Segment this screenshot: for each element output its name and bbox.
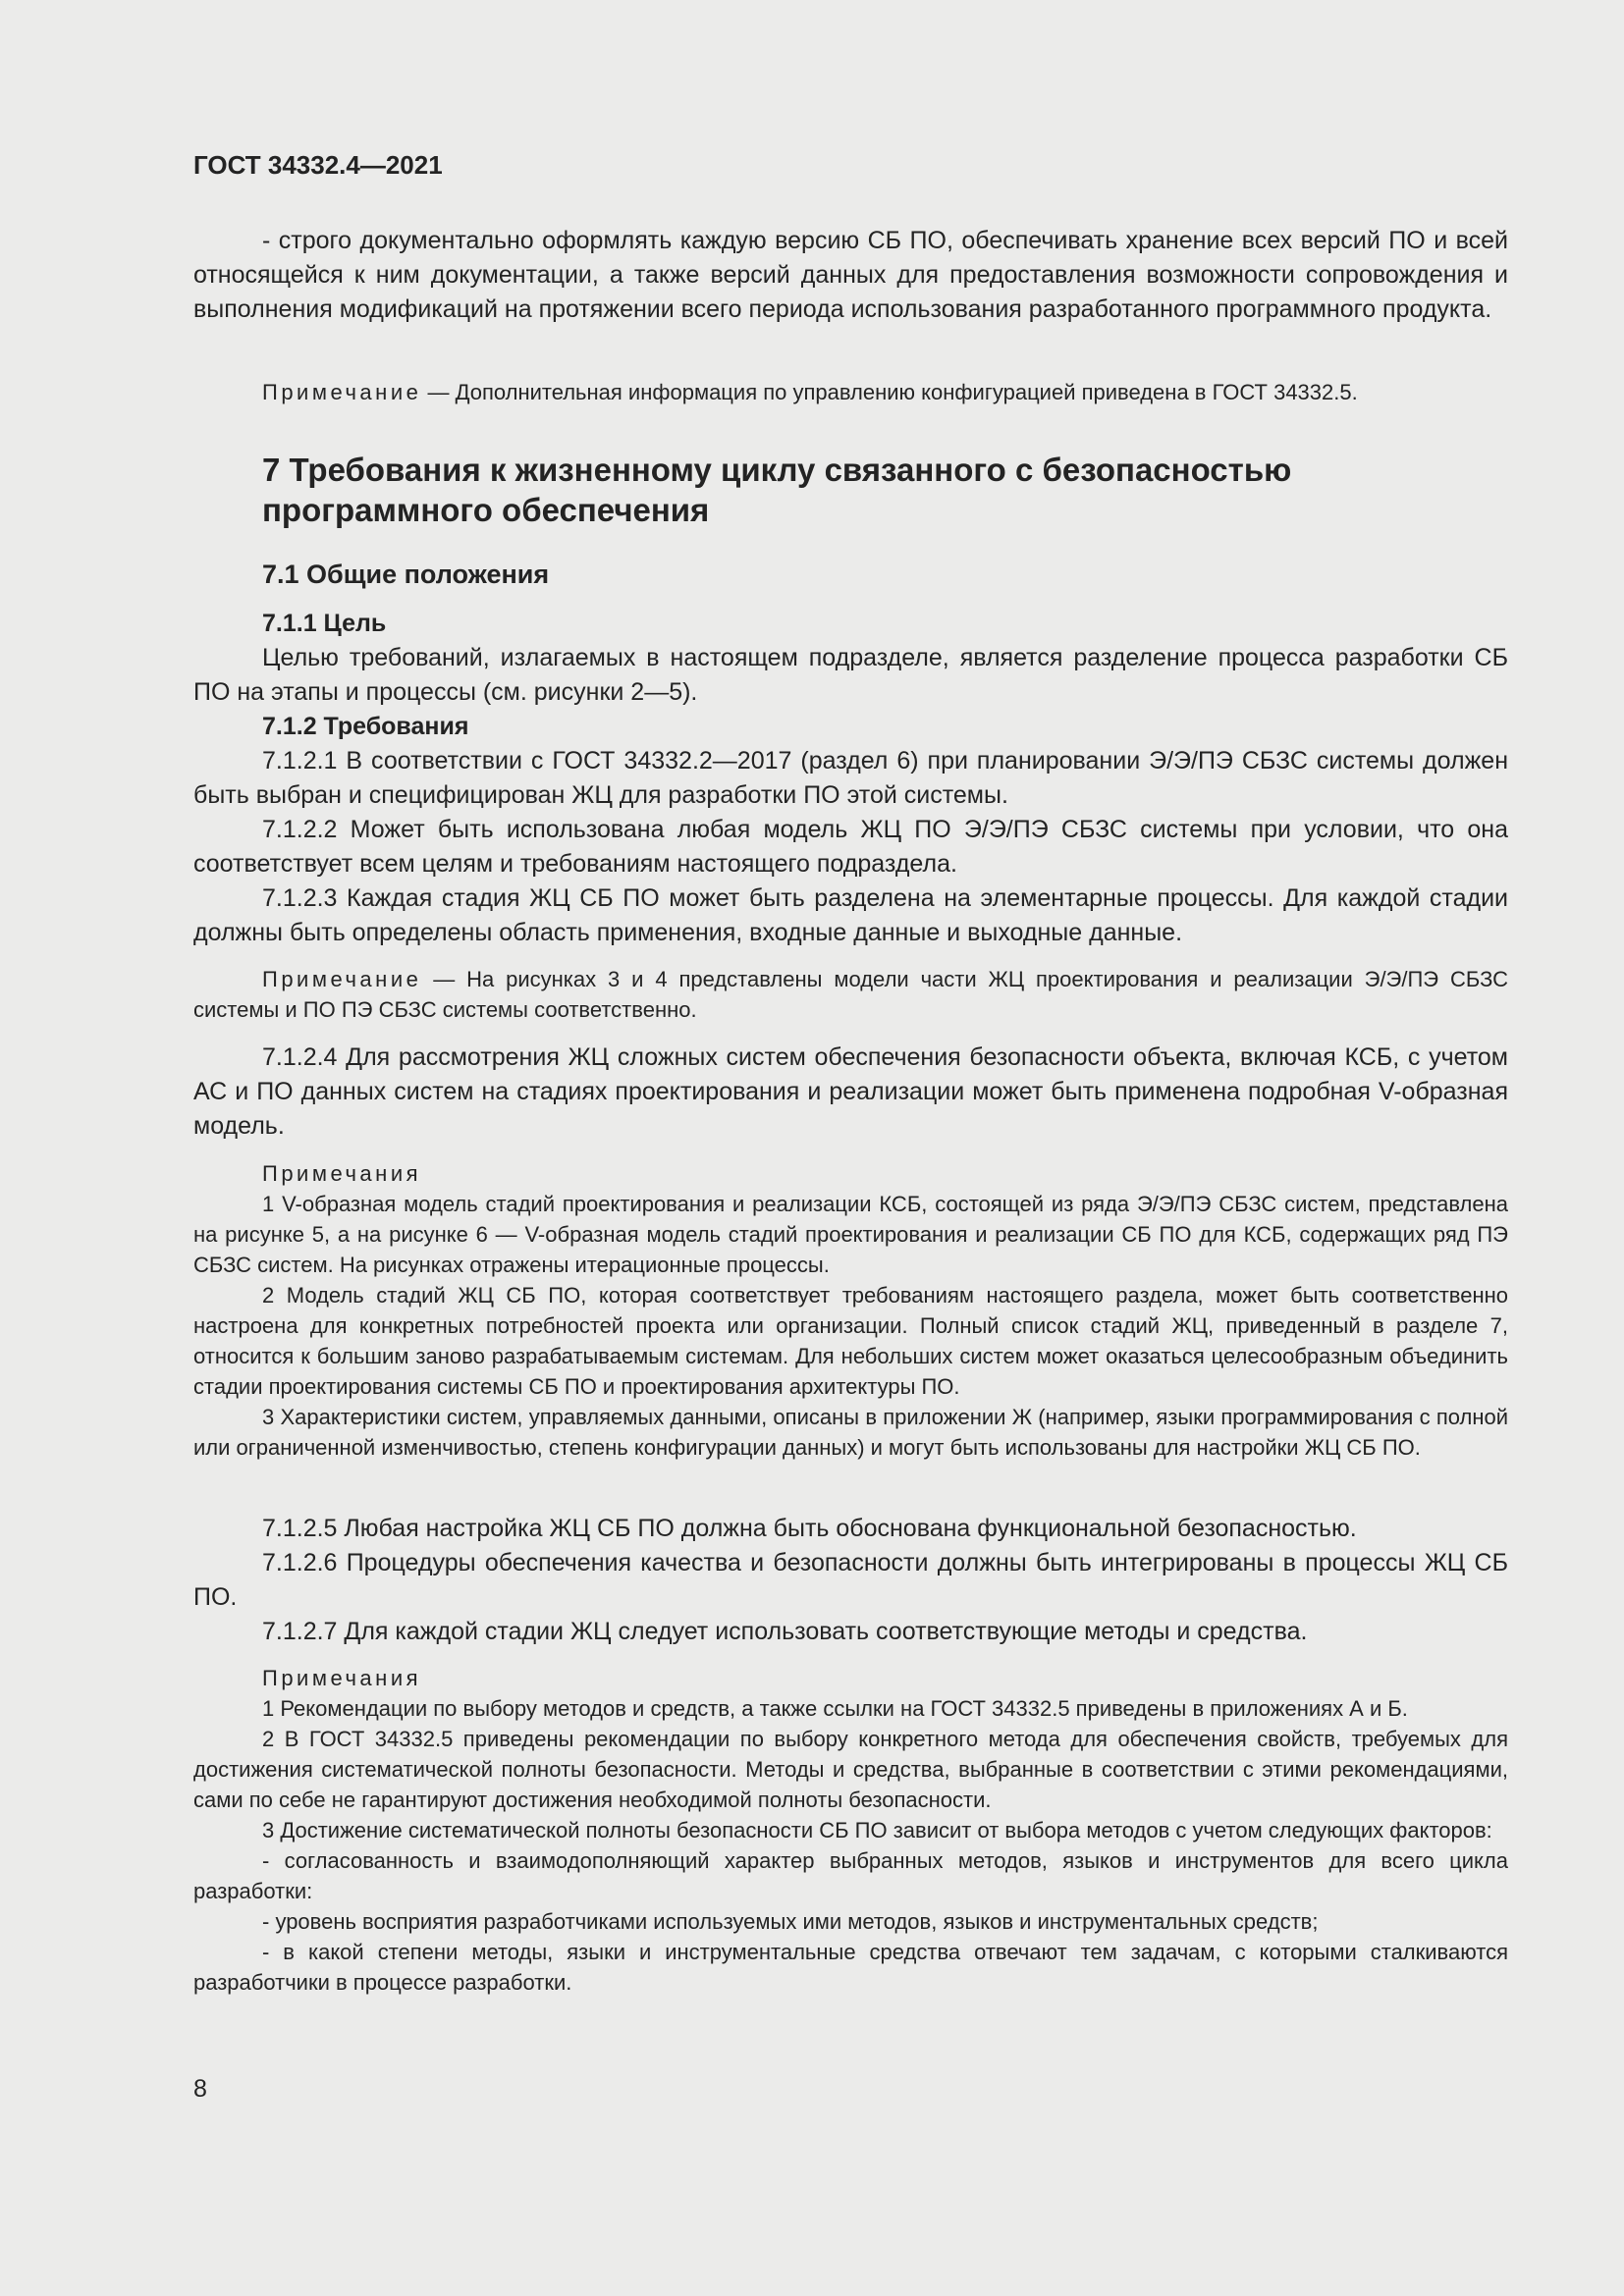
note-bullet: - в какой степени методы, языки и инструментальные средства отвечают тем задачам, с которыми сталкиваются разработчики в процессе разработки.: [193, 1940, 1508, 1995]
notes-label: Примечания: [262, 1666, 422, 1690]
paragraph-7-1-2-4: 7.1.2.4 Для рассмотрения ЖЦ сложных систем обеспечения безопасности объекта, включая КСБ, с учетом АС и ПО данных систем на стадиях проектирования и реализации может быть применена подробная V-образная модель.: [193, 1043, 1508, 1140]
document-header: ГОСТ 34332.4—2021: [193, 150, 443, 180]
paragraph-7-1-2-3: 7.1.2.3 Каждая стадия ЖЦ СБ ПО может быть разделена на элементарные процессы. Для каждой стадии должны быть определены область применения, входные данные и выходные данные.: [193, 884, 1508, 946]
paragraph-7-1-2-6: 7.1.2.6 Процедуры обеспечения качества и безопасности должны быть интегрированы в процессы ЖЦ СБ ПО.: [193, 1549, 1508, 1611]
block-7-1-2-4: [193, 1041, 1508, 1144]
section-7-1-title: 7.1 Общие положения: [262, 560, 550, 589]
notes-label: Примечания: [262, 1161, 422, 1186]
note-item: 1 V-образная модель стадий проектирования и реализации КСБ, состоящей из ряда Э/Э/ПЭ СБЗС систем, представлена на рисунке 5, а на рисунке 6 — V-образная модель стадий проектирования и реализации СБ ПО для КСБ, содержащих ряд ПЭ СБЗС систем. На рисунках отражены итерационные процессы.: [193, 1192, 1508, 1277]
paragraph-7-1-2-5: 7.1.2.5 Любая настройка ЖЦ СБ ПО должна быть обоснована функциональной безопасностью.: [262, 1515, 1357, 1542]
note-label: Примечание: [262, 380, 422, 404]
note-7-1-2-3: [193, 964, 1508, 1025]
section-7-1-2-title: 7.1.2 Требования: [262, 713, 469, 740]
note-bullet: - уровень восприятия разработчиками используемых ими методов, языков и инструментальных средств;: [262, 1909, 1319, 1934]
page-number: 8: [193, 2075, 207, 2103]
notes-7-1-2-4: [193, 1158, 1508, 1463]
section-7-title: 7 Требования к жизненному циклу связанного с безопасностью программного обеспечения: [262, 452, 1292, 528]
note-item: 3 Достижение систематической полноты безопасности СБ ПО зависит от выбора методов с учетом следующих факторов:: [262, 1818, 1492, 1842]
note-bullet: - согласованность и взаимодополняющий характер выбранных методов, языков и инструментов для всего цикла разработки:: [193, 1848, 1508, 1903]
paragraph-7-1-2-1: 7.1.2.1 В соответствии с ГОСТ 34332.2—2017 (раздел 6) при планировании Э/Э/ПЭ СБЗС системы должен быть выбран и специфицирован ЖЦ для разработки ПО этой системы.: [193, 747, 1508, 809]
note-item: 3 Характеристики систем, управляемых данными, описаны в приложении Ж (например, языки программирования с полной или ограниченной изменчивостью, степень конфигурации данных) и могут быть использованы для настройки ЖЦ СБ ПО.: [193, 1405, 1508, 1460]
note-item: 2 Модель стадий ЖЦ СБ ПО, которая соответствует требованиям настоящего раздела, может быть соответственно настроена для конкретных потребностей проекта или организации. Полный список стадий ЖЦ, приведенный в разделе 7, относится к большим заново разрабатываемым системам. Для небольших систем может оказаться целесообразным объединить стадии проектирования системы СБ ПО и проектирования архитектуры ПО.: [193, 1283, 1508, 1399]
intro-paragraph: [193, 224, 1508, 327]
paragraph: - строго документально оформлять каждую версию СБ ПО, обеспечивать хранение всех версий ПО и всей относящейся к ним документации, а также версий данных для предоставления возможности сопровождения и выполнения модификаций на протяжении всего периода использования разработанного программного продукта.: [193, 227, 1508, 323]
paragraph-7-1-2-7: 7.1.2.7 Для каждой стадии ЖЦ следует использовать соответствующие методы и средства.: [262, 1618, 1308, 1645]
note-item: 1 Рекомендации по выбору методов и средств, а также ссылки на ГОСТ 34332.5 приведены в приложениях А и Б.: [262, 1696, 1408, 1721]
paragraph: Целью требований, излагаемых в настоящем подразделе, является разделение процесса разработки СБ ПО на этапы и процессы (см. рисунки 2—5).: [193, 644, 1508, 706]
note-text: — На рисунках 3 и 4 представлены модели части ЖЦ проектирования и реализации Э/Э/ПЭ СБЗС системы и ПО ПЭ СБЗС системы соответственно.: [193, 967, 1508, 1022]
section-7-1-1-title: 7.1.1 Цель: [262, 610, 387, 637]
note-intro: [193, 377, 1508, 407]
notes-7-1-2-7: [193, 1663, 1508, 1998]
note-item: 2 В ГОСТ 34332.5 приведены рекомендации по выбору конкретного метода для обеспечения свойств, требуемых для достижения систематической полноты безопасности. Методы и средства, выбранные в соответствии с этими рекомендациями, сами по себе не гарантируют достижения необходимой полноты безопасности.: [193, 1727, 1508, 1812]
block-7-1-1: [193, 607, 1508, 950]
note-label: Примечание: [262, 967, 422, 991]
note-text: — Дополнительная информация по управлению конфигурацией приведена в ГОСТ 34332.5.: [421, 380, 1358, 404]
paragraph-7-1-2-2: 7.1.2.2 Может быть использована любая модель ЖЦ ПО Э/Э/ПЭ СБЗС системы при условии, что она соответствует всем целям и требованиям настоящего подраздела.: [193, 816, 1508, 878]
block-7-1-2-5: [193, 1512, 1508, 1649]
